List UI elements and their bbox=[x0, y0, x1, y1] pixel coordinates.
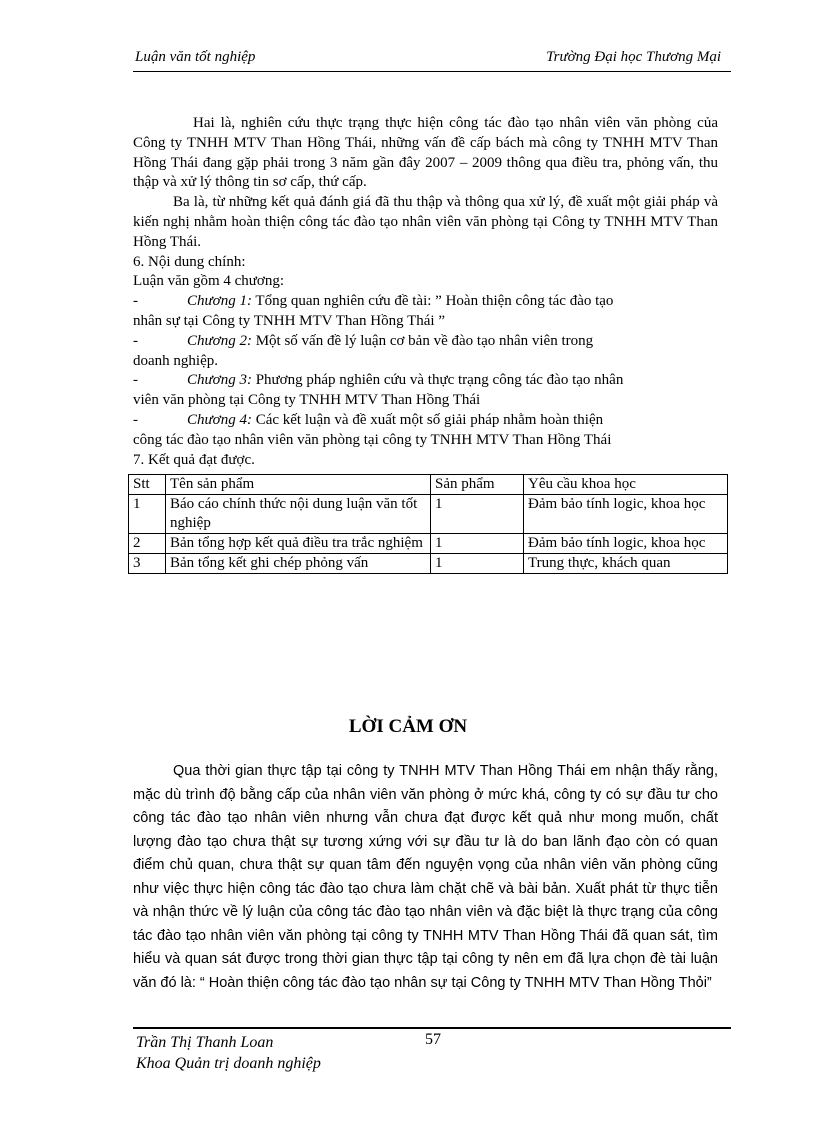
paragraph-two: Hai là, nghiên cứu thực trạng thực hiện công tác đào tạo nhân viên văn phòng của Công ty TNHH MTV Than Hồng Thái, những vấn đề cấp bách mà công ty TNHH MTV Than Hồng Thái đang gặp phải trong 3 năm gần đây 2007 – 2009 thông qua điều tra, phỏng vấn, thu thập và xử lý thông tin sơ cấp, thứ cấp. bbox=[133, 115, 718, 191]
table-cell: Đảm bảo tính logic, khoa học bbox=[524, 495, 728, 534]
header-thesis-label: Luận văn tốt nghiệp bbox=[135, 49, 256, 65]
chapter-text: Các kết luận và đề xuất một số giải pháp nhằm hoàn thiện bbox=[251, 411, 604, 428]
section-6-heading: 6. Nội dung chính: bbox=[133, 253, 246, 270]
chapter-text: Một số vấn đề lý luận cơ bản về đào tạo nhân viên trong bbox=[251, 332, 594, 349]
table-row bbox=[129, 495, 728, 534]
footer-divider bbox=[133, 1027, 731, 1029]
header-university-label: Trường Đại học Thương Mại bbox=[546, 49, 721, 65]
table-cell: Báo cáo chính thức nội dung luận văn tốt nghiệp bbox=[166, 495, 431, 534]
table-cell: 1 bbox=[129, 495, 166, 534]
chapter-text-continued: doanh nghiệp. bbox=[133, 352, 218, 369]
chapter-label: Chương 3: bbox=[187, 372, 252, 389]
table-cell: 2 bbox=[129, 534, 166, 554]
chapter-text-continued: nhân sự tại Công ty TNHH MTV Than Hồng Thái ” bbox=[133, 312, 445, 329]
chapter-label: Chương 4: bbox=[187, 411, 252, 428]
body-text bbox=[133, 114, 718, 470]
table-header-cell: Yêu cầu khoa học bbox=[524, 475, 728, 495]
table-cell: 3 bbox=[129, 554, 166, 574]
chapter-text: Tổng quan nghiên cứu đề tài: ” Hoàn thiện công tác đào tạo bbox=[251, 293, 614, 310]
table-cell: Bản tổng hợp kết quả điều tra trắc nghiệm bbox=[166, 534, 431, 554]
list-dash: - bbox=[133, 411, 138, 428]
table-header-cell: Stt bbox=[129, 475, 166, 495]
table-header-cell: Tên sản phẩm bbox=[166, 475, 431, 495]
chapter-text-continued: công tác đào tạo nhân viên văn phòng tại công ty TNHH MTV Than Hồng Thái bbox=[133, 431, 612, 448]
results-table bbox=[128, 474, 728, 574]
table-cell: 1 bbox=[431, 554, 524, 574]
table-cell: 1 bbox=[431, 495, 524, 534]
table-row bbox=[129, 534, 728, 554]
table-header-cell: Sản phẩm bbox=[431, 475, 524, 495]
faculty-name: Khoa Quản trị doanh nghiệp bbox=[136, 1055, 321, 1072]
chapter-item bbox=[133, 371, 718, 411]
chapter-text: Phương pháp nghiên cứu và thực trạng công tác đào tạo nhân bbox=[251, 372, 624, 389]
author-name: Trần Thị Thanh Loan bbox=[136, 1034, 274, 1051]
list-dash: - bbox=[133, 332, 138, 349]
chapter-label: Chương 1: bbox=[187, 293, 252, 310]
table-row bbox=[129, 554, 728, 574]
page-header bbox=[133, 49, 731, 72]
chapter-label: Chương 2: bbox=[187, 332, 252, 349]
list-dash: - bbox=[133, 372, 138, 389]
list-dash: - bbox=[133, 293, 138, 310]
table-cell: 1 bbox=[431, 534, 524, 554]
chapters-intro: Luận văn gồm 4 chương: bbox=[133, 273, 285, 290]
chapter-item bbox=[133, 332, 718, 372]
chapter-item bbox=[133, 411, 718, 451]
acknowledgement-title: LỜI CẢM ƠN bbox=[348, 716, 468, 737]
acknowledgement-paragraph: Qua thời gian thực tập tại công ty TNHH MTV Than Hồng Thái em nhận thấy rằng, mặc dù trình độ bằng cấp của nhân viên văn phòng ở mức khá, công ty có sự đầu tư cho công tác đào tạo nhân viên nhưng vẫn chưa đạt được kết quả như mong muốn, chất lượng đào tạo chưa thật sự tương xứng với sự đầu tư là do ban lãnh đạo còn có quan điểm chủ quan, chưa thật sự quan tâm đến nguyện vọng của nhân viên văn phòng cũng như việc thực hiện công tác đào tạo chưa làm chặt chẽ và bài bản. Xuất phát từ thực tiễn và nhận thức về lý luận của công tác đào tạo nhân viên và đặc biệt là thực trạng của công tác đào tạo nhân viên văn phòng tại công ty TNHH MTV Than Hồng Thái đã quan sát, tìm hiểu và quan sát được trong thời gian thực tập tại công ty nên em đã lựa chọn đè tài luận văn đó là: “ Hoàn thiện công tác đào tạo nhân sự tại Công ty TNHH MTV Than Hồng Thỏi” bbox=[133, 763, 718, 991]
chapter-item bbox=[133, 292, 718, 332]
section-7-heading: 7. Kết quả đạt được. bbox=[133, 451, 255, 468]
table-cell: Đảm bảo tính logic, khoa học bbox=[524, 534, 728, 554]
table-cell: Bản tổng kết ghi chép phỏng vấn bbox=[166, 554, 431, 574]
page-number: 57 bbox=[425, 1031, 441, 1048]
chapter-text-continued: viên văn phòng tại Công ty TNHH MTV Than Hồng Thái bbox=[133, 392, 481, 409]
table-cell: Trung thực, khách quan bbox=[524, 554, 728, 574]
paragraph-three: Ba là, từ những kết quả đánh giá đã thu thập và thông qua xử lý, đề xuất một giải pháp và kiến nghị nhằm hoàn thiện công tác đào tạo nhân viên văn phòng tại Công ty TNHH MTV Than Hồng Thái. bbox=[133, 194, 718, 250]
table-header-row bbox=[129, 475, 728, 495]
